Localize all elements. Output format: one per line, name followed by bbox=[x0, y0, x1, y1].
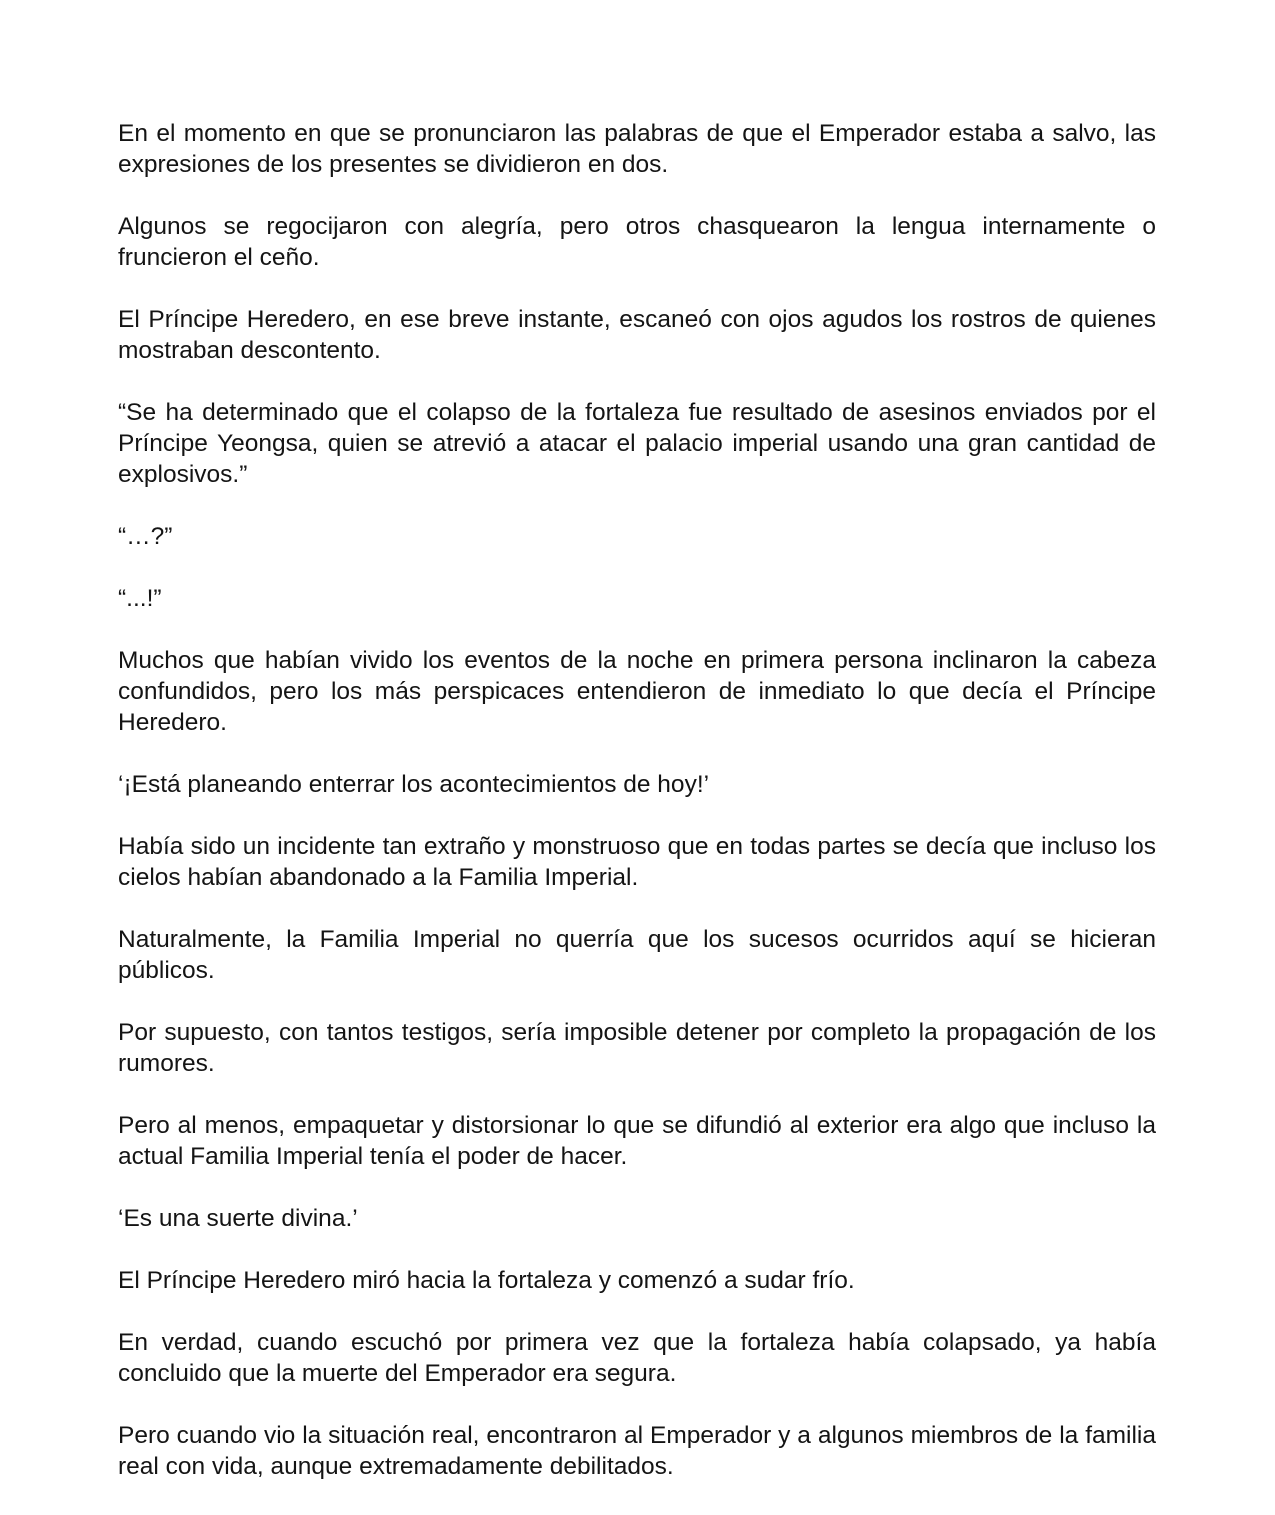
paragraph: En el momento en que se pronunciaron las palabras de que el Emperador estaba a salvo, las expresiones de los presentes se dividieron en dos. bbox=[118, 120, 1156, 178]
paragraph: Algunos se regocijaron con alegría, pero otros chasquearon la lengua internamente o fruncieron el ceño. bbox=[118, 213, 1156, 271]
paragraph: ‘¡Está planeando enterrar los acontecimientos de hoy!’ bbox=[118, 771, 710, 798]
document-body bbox=[118, 118, 1156, 1513]
paragraph: Muchos que habían vivido los eventos de la noche en primera persona inclinaron la cabeza confundidos, pero los más perspicaces entendieron de inmediato lo que decía el Príncipe Heredero. bbox=[118, 647, 1156, 736]
paragraph: En verdad, cuando escuchó por primera vez que la fortaleza había colapsado, ya había concluido que la muerte del Emperador era segura. bbox=[118, 1329, 1156, 1387]
paragraph: “...!” bbox=[118, 585, 162, 612]
paragraph: Naturalmente, la Familia Imperial no querría que los sucesos ocurridos aquí se hicieran públicos. bbox=[118, 926, 1156, 984]
paragraph: Pero cuando vio la situación real, encontraron al Emperador y a algunos miembros de la familia real con vida, aunque extremadamente debilitados. bbox=[118, 1422, 1156, 1480]
paragraph: El Príncipe Heredero, en ese breve instante, escaneó con ojos agudos los rostros de quienes mostraban descontento. bbox=[118, 306, 1156, 364]
paragraph: Había sido un incidente tan extraño y monstruoso que en todas partes se decía que incluso los cielos habían abandonado a la Familia Imperial. bbox=[118, 833, 1156, 891]
paragraph: Por supuesto, con tantos testigos, sería imposible detener por completo la propagación de los rumores. bbox=[118, 1019, 1156, 1077]
paragraph: Pero al menos, empaquetar y distorsionar lo que se difundió al exterior era algo que incluso la actual Familia Imperial tenía el poder de hacer. bbox=[118, 1112, 1156, 1170]
paragraph: ‘Es una suerte divina.’ bbox=[118, 1205, 358, 1232]
paragraph: “Se ha determinado que el colapso de la fortaleza fue resultado de asesinos enviados por el Príncipe Yeongsa, quien se atrevió a atacar el palacio imperial usando una gran cantidad de explosivos.” bbox=[118, 399, 1156, 488]
paragraph: “…?” bbox=[118, 523, 173, 550]
paragraph: El Príncipe Heredero miró hacia la fortaleza y comenzó a sudar frío. bbox=[118, 1267, 855, 1294]
